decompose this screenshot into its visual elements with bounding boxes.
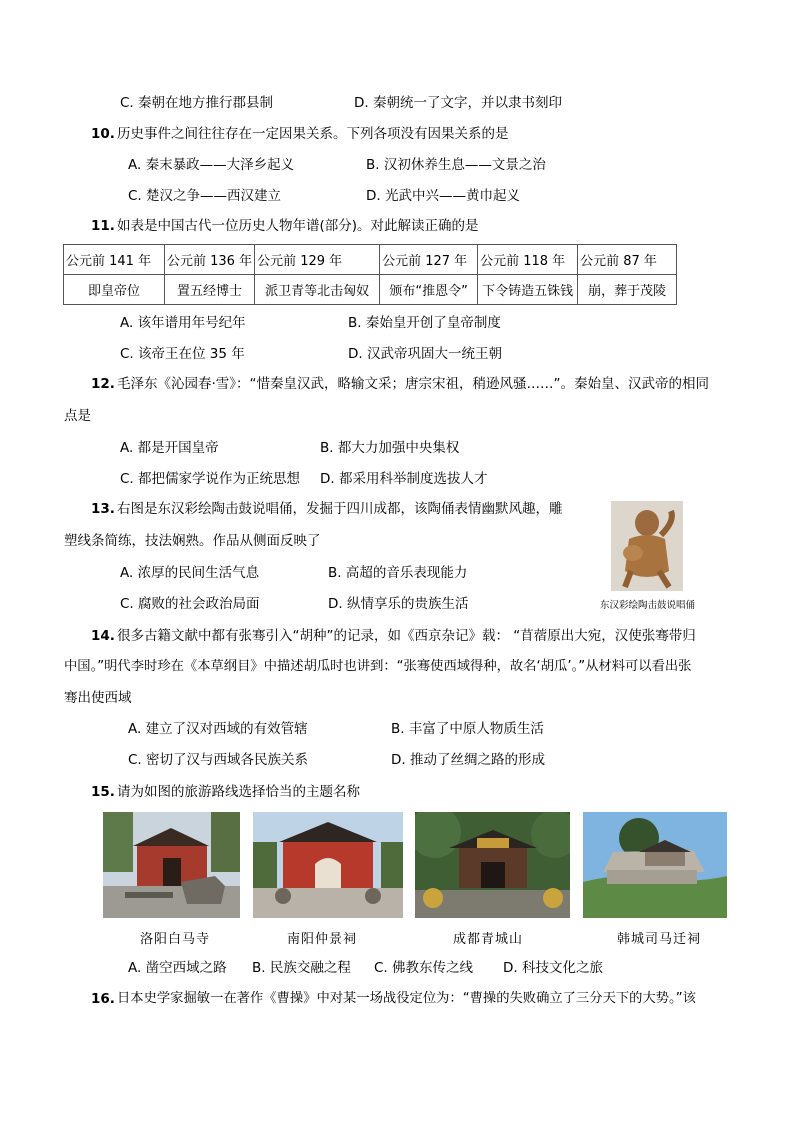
q12-option-d: D. 都采用科举制度选拔人才 bbox=[320, 471, 488, 487]
q14-stem-line2: 中国。”明代李时珍在《本草纲目》中描述胡瓜时也讲到：“张骞使西域得种，故名‘胡瓜’。”从材料可以看出张 bbox=[64, 659, 692, 674]
q15-option-a: A. 凿空西域之路 bbox=[128, 960, 227, 976]
q10-option-d: D. 光武中兴——黄巾起义 bbox=[366, 188, 520, 204]
q16-stem: 日本史学家掘敏一在著作《曹操》中对某一场战役定位为：“曹操的失败确立了三分天下的大势。”该 bbox=[117, 991, 696, 1006]
q15-number: 15. bbox=[91, 784, 115, 800]
q14-option-c: C. 密切了汉与西域各民族关系 bbox=[128, 752, 309, 768]
q13-stem-line1: 右图是东汉彩绘陶击鼓说唱俑，发掘于四川成都，该陶俑表情幽默风趣，雕 bbox=[117, 501, 563, 517]
q13-option-c: C. 腐败的社会政治局面 bbox=[120, 596, 260, 612]
q13-option-a: A. 浓厚的民间生活气息 bbox=[120, 565, 260, 581]
q15-option-d: D. 科技文化之旅 bbox=[503, 960, 603, 976]
table-cell: 下令铸造五铢钱 bbox=[478, 275, 578, 305]
q12-stem-line2: 点是 bbox=[64, 408, 91, 424]
q11-option-b: B. 秦始皇开创了皇帝制度 bbox=[348, 315, 501, 331]
q13-option-d: D. 纵情享乐的贵族生活 bbox=[328, 596, 469, 612]
table-cell: 公元前 141 年 bbox=[64, 245, 165, 275]
photo-caption-1: 洛阳白马寺 bbox=[140, 932, 211, 947]
table-cell: 公元前 118 年 bbox=[478, 245, 578, 275]
q9-option-c: C. 秦朝在地方推行郡县制 bbox=[120, 95, 274, 111]
table-cell: 派卫青等北击匈奴 bbox=[255, 275, 380, 305]
figurine-caption: 东汉彩绘陶击鼓说唱俑 bbox=[600, 600, 696, 611]
q14-stem-line3: 骞出使西域 bbox=[64, 690, 132, 706]
q13-number: 13. bbox=[91, 501, 115, 517]
q14-option-d: D. 推动了丝绸之路的形成 bbox=[391, 752, 545, 768]
q12-option-c: C. 都把儒家学说作为正统思想 bbox=[120, 471, 301, 487]
q10-option-a: A. 秦末暴政——大泽乡起义 bbox=[128, 157, 295, 173]
table-row-years bbox=[64, 245, 677, 275]
table-cell: 公元前 136 年 bbox=[165, 245, 255, 275]
photo-caption-4: 韩城司马迁祠 bbox=[617, 932, 702, 947]
q14-stem-line1: 很多古籍文献中都有张骞引入“胡种”的记录，如《西京杂记》载： “苜蓿原出大宛，汉使张骞带归 bbox=[117, 628, 696, 644]
q10-stem: 历史事件之间往往存在一定因果关系。下列各项没有因果关系的是 bbox=[117, 126, 509, 142]
q11-stem: 如表是中国古代一位历史人物年谱(部分)。对此解读正确的是 bbox=[117, 218, 479, 234]
sima-qian-shrine-photo bbox=[583, 812, 727, 918]
qingcheng-mountain-photo bbox=[415, 812, 570, 918]
q12-stem-line1: 毛泽东《沁园春·雪》：“惜秦皇汉武，略输文采；唐宗宋祖，稍逊风骚……”。秦始皇、汉武帝的相同 bbox=[117, 376, 710, 392]
table-cell: 公元前 129 年 bbox=[255, 245, 380, 275]
q11-option-a: A. 该年谱用年号纪年 bbox=[120, 315, 246, 331]
table-row-events bbox=[64, 275, 677, 305]
q15-stem: 请为如图的旅游路线选择恰当的主题名称 bbox=[117, 784, 360, 800]
q12-number: 12. bbox=[91, 376, 115, 392]
table-cell: 崩，葬于茂陵 bbox=[578, 275, 677, 305]
table-cell: 置五经博士 bbox=[165, 275, 255, 305]
table-cell: 公元前 127 年 bbox=[380, 245, 478, 275]
q11-option-c: C. 该帝王在位 35 年 bbox=[120, 346, 245, 362]
q11-option-d: D. 汉武帝巩固大一统王朝 bbox=[348, 346, 502, 362]
photo-caption-2: 南阳仲景祠 bbox=[287, 932, 358, 947]
q14-number: 14. bbox=[91, 628, 115, 644]
q10-number: 10. bbox=[91, 126, 115, 142]
table-cell: 即皇帝位 bbox=[64, 275, 165, 305]
q10-option-b: B. 汉初休养生息——文景之治 bbox=[366, 157, 546, 173]
table-cell: 公元前 87 年 bbox=[578, 245, 677, 275]
q9-option-d: D. 秦朝统一了文字，并以隶书刻印 bbox=[354, 95, 562, 111]
q10-option-c: C. 楚汉之争——西汉建立 bbox=[128, 188, 282, 204]
q12-option-a: A. 都是开国皇帝 bbox=[120, 440, 219, 456]
photo-caption-3: 成都青城山 bbox=[453, 932, 524, 947]
table-cell: 颁布“推恩令” bbox=[380, 275, 478, 305]
q15-option-c: C. 佛教东传之线 bbox=[374, 960, 474, 976]
q14-option-a: A. 建立了汉对西域的有效管辖 bbox=[128, 721, 308, 737]
q13-option-b: B. 高超的音乐表现能力 bbox=[328, 565, 468, 581]
q13-stem-line2: 塑线条简练，技法娴熟。作品从侧面反映了 bbox=[64, 533, 321, 549]
drum-storyteller-figurine-image bbox=[611, 501, 683, 591]
chronology-table bbox=[63, 244, 677, 305]
q12-option-b: B. 都大力加强中央集权 bbox=[320, 440, 460, 456]
zhongjing-shrine-photo bbox=[253, 812, 403, 918]
white-horse-temple-photo bbox=[103, 812, 240, 918]
q11-number: 11. bbox=[91, 218, 115, 234]
q16-number: 16. bbox=[91, 991, 115, 1007]
q14-option-b: B. 丰富了中原人物质生活 bbox=[391, 721, 544, 737]
q15-option-b: B. 民族交融之程 bbox=[252, 960, 351, 976]
